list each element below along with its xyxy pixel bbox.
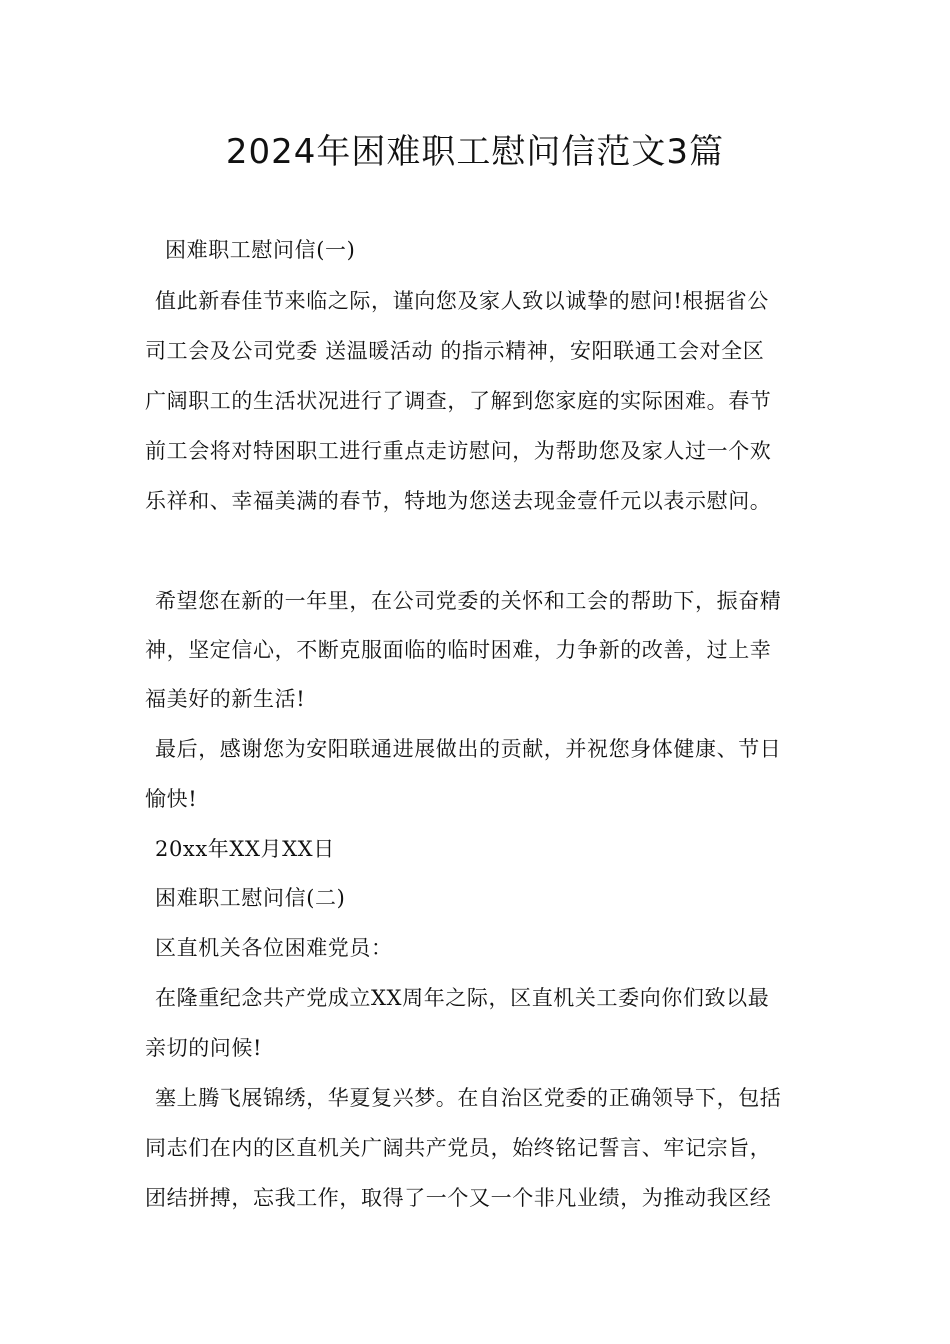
paragraph-line: 乐祥和、幸福美满的春节，特地为您送去现金壹仟元以表示慰问。: [145, 489, 772, 513]
paragraph-line: 福美好的新生活!: [145, 687, 306, 711]
letter-date: 20xx年XX月XX日: [155, 837, 335, 861]
paragraph-line: 塞上腾飞展锦绣，华夏复兴梦。在自治区党委的正确领导下，包括: [155, 1086, 782, 1110]
document-title: 2024年困难职工慰问信范文3篇: [225, 132, 725, 172]
section-heading-1: 困难职工慰问信(一): [165, 238, 356, 262]
salutation: 区直机关各位困难党员：: [155, 936, 393, 960]
paragraph-line: 前工会将对特困职工进行重点走访慰问，为帮助您及家人过一个欢: [145, 439, 772, 463]
section-heading-2: 困难职工慰问信(二): [155, 886, 346, 910]
paragraph-line: 司工会及公司党委 送温暖活动 的指示精神，安阳联通工会对全区: [145, 339, 765, 363]
paragraph-line: 希望您在新的一年里，在公司党委的关怀和工会的帮助下，振奋精: [155, 589, 782, 613]
paragraph-line: 亲切的问候!: [145, 1036, 263, 1060]
paragraph-line: 愉快!: [145, 787, 198, 811]
paragraph-line: 神，坚定信心，不断克服面临的临时困难，力争新的改善，过上幸: [145, 638, 772, 662]
paragraph-line: 在隆重纪念共产党成立XX周年之际，区直机关工委向你们致以最: [155, 986, 770, 1010]
paragraph-line: 广阔职工的生活状况进行了调查，了解到您家庭的实际困难。春节: [145, 389, 772, 413]
paragraph-line: 团结拼搏，忘我工作，取得了一个又一个非凡业绩，为推动我区经: [145, 1186, 772, 1210]
paragraph-line: 最后，感谢您为安阳联通进展做出的贡献，并祝您身体健康、节日: [155, 737, 782, 761]
paragraph-line: 值此新春佳节来临之际，谨向您及家人致以诚挚的慰问!根据省公: [155, 289, 769, 313]
paragraph-line: 同志们在内的区直机关广阔共产党员，始终铭记誓言、牢记宗旨，: [145, 1136, 772, 1160]
